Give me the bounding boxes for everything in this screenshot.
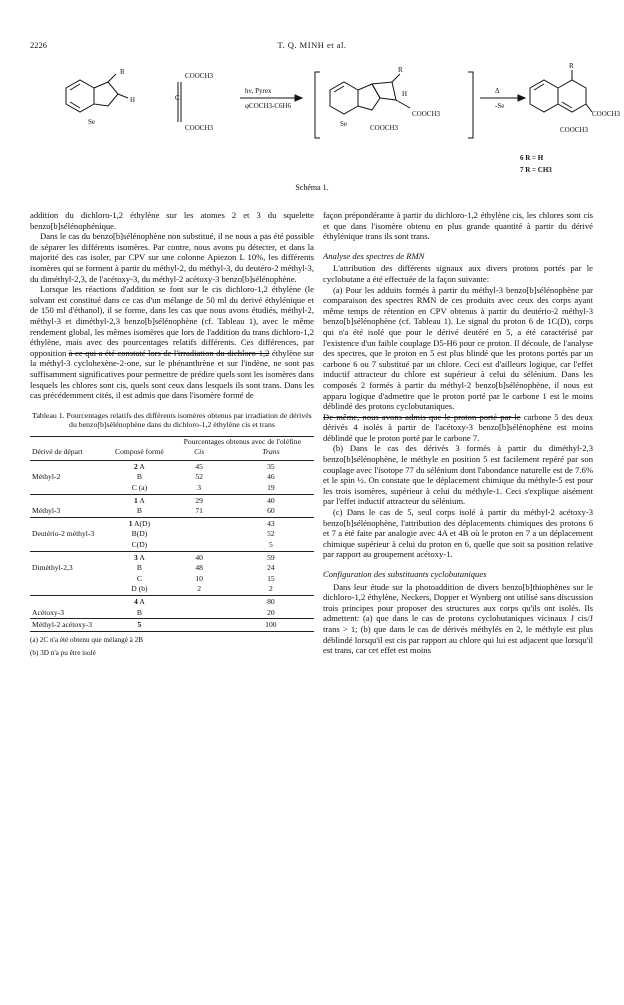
table-row: 1 A(D) 43 <box>30 517 314 529</box>
dmad-reagent <box>178 82 181 122</box>
table-row: C (a) 3 19 <box>131 483 275 493</box>
section-heading-rmn: Analyse des spectres de RMN <box>323 250 425 261</box>
right-para-6: (c) Dans le cas de 5, seul corps isolé à partir du méthyl-2 acétoxy-3 benzo[b]sélénophène, l'attribution des déplacements chimiques des protons 6 et 7 a été faite par analogie avec 4A et 4B où le proton en 7 a un déplacement chimique supérieur à celui du proton en 6, quelle que soit sa position relative par rapport au groupement acétoxy-1. <box>323 507 593 560</box>
table-row: 3 A 40 59 <box>30 551 314 563</box>
right-para-1: façon prépondérante à partir du dichloro-1,2 éthylène cis, les chlores sont cis et que dans l'isomère obtenu en plus grande quantité à partir du dérivé éthylénique trans ils sont trans. <box>323 210 593 242</box>
coo-naph-1: COOCH3 <box>592 110 621 118</box>
table-1 <box>30 436 314 632</box>
left-para-3: Lorsque les réactions d'addition se font sur le cis dichloro-1,2 éthylène (le solvant est constitué dans ce cas d'un mélange de 50 ml du derivé éthylénique et de 150 ml d'éthanol), il se forme, dans les cas que nous avons étudiés, méthyl-2, méthyl-3 et diméthyl-2,3 benzo[b]sélénophène (cf. Tableau 1), avec le même rendement global, les mêmes isomères que lors de l'addition du trans dichloro-1,2 éthylène, mais avec des pourcentages relatifs différents. Ces différences, par opposition à ce qui a été constaté lors de l'irradiation du dichloro-1,2 éthylène sur la méthyl-3 cyclohexène-2-one, sur le phénanthrène et sur l'indène, ne sont pas suffisamment significatives pour permettre de prédire quels sont les isomères dans lesquels les chlores sont cis, quels sont ceux dans lesquels ils sont trans. Dans les cas précédemment cités, il est admis que dans l'isomère formé de <box>30 284 315 401</box>
se-label-2: Se <box>340 120 347 128</box>
coo-top: COOCH3 <box>185 72 214 80</box>
legend-6: 6 R = H <box>520 154 544 162</box>
arrow2-sublabel: -Se <box>495 102 505 110</box>
table-row: Méthyl-3 B 71 60 <box>32 506 275 516</box>
table-row: C(D) 5 <box>131 540 273 550</box>
running-head: T. Q. MINH et al. <box>277 40 347 50</box>
right-para-4: De même, nous avons admis que le proton porté par le carbone 5 des deux dérivés 4 isolés à partir de l'acétoxy-3 benzo[b]sélénophène est moins déblindé que le proton porté par le carbone 7. <box>323 411 594 443</box>
h-label: H <box>130 96 136 104</box>
right-para-2: L'attribution des différents signaux aux divers protons portés par le cyclobutane a été effectuée de la façon suivante: <box>323 263 593 284</box>
arrow1-label: hν, Pyrex <box>245 87 272 95</box>
table-row: D (b) 2 2 <box>131 584 273 594</box>
col-cis: Cis <box>171 447 228 460</box>
left-para-2: Dans le cas du benzo[b]sélénophène non substitué, il ne nous a pas été possible de séparer les différents isomères. Par contre, nous avons pu détecter, et dans la majorité des cas isoler, par CPV sur une colonne Apiezon L 10%, les différents isomères qui se forment à partir du méthyl-2, du méthyl-3, du deutéro-2 méthyl-3, du diméthyl-2,3, de l'acétoxy-3, du méthyl-2 acétoxy-3 benzo[b]sélénophène. <box>30 231 314 284</box>
naphthalene-product <box>530 70 592 112</box>
right-para-7: Dans leur étude sur la photoaddition de divers benzo[b]thiophènes sur le dichloro-1,2 éthylène, Neckers, Dopper et Wynberg ont utilisé sans discussion trois principes pour proposer des structures aux corps qu'ils ont isolés. Ils admettent: (a) que dans le cas de protons cyclobutaniques vicinaux J cis/J trans > 1; (b) que dans le cas de dérivés méthylés en 2, le méthyle est plus déblindé lorsqu'il est cis par rapport au chlore qui lui est adjacent que lorsqu'il est trans, car cet effet est moins <box>323 581 593 656</box>
page-number: 2226 <box>30 40 47 50</box>
table-caption: Tableau 1. Pourcentages relatifs des différents isomères obtenus par irradiation de dérivés du benzo[b]sélénophène dans du dichloro-1,2 éthylène cis et trans <box>32 410 312 430</box>
c-label-1: C <box>175 94 180 102</box>
right-para-3: (a) Pour les adduits formés à partir du méthyl-3 benzo[b]sélénophène par comparaison des spectres RMN de ces produits avec ceux des corps ayant même temps de rétention en CPV obtenus à partir du deutério-2 méthyl-3 benzo[b]sélénophène (cf. Tableau 1). Le signal du proton 6 de 1C(D), corps qui n'a été isolé que pour le dérivé deutéré en 5, a été caractérisé par l'existence d'un faible couplage D5-H6 pour ce proton. Il découle, de l'analyse des spectres, que le proton en 5 est plus blindé que les protons portés par un carbone 6 ou 7 substitué par un chlore. Ceci est d'ailleurs logique, car l'effet inductif attracteur du chlore est supérieur à celui du sélénium. Dans les composés 2 formés à partir du méthyl-2 benzo[b]sélénophène, il nous est apparu logique d'admettre que le proton porté par le carbone 1 est le moins déblindé des protons cyclobutaniques. <box>323 284 593 412</box>
table-row: Méthyl-2 B 52 46 <box>32 472 275 482</box>
scheme-caption: Schéma 1. <box>295 183 329 192</box>
table-row: C 10 15 <box>136 573 275 583</box>
col-head-span: Pourcentages obtenus avec de l'oléfine <box>183 436 301 446</box>
r-label: R <box>120 68 125 76</box>
legend-7: 7 R = CH3 <box>520 166 552 174</box>
arrow2-label: Δ <box>495 87 500 95</box>
coo-naph-2: COOCH3 <box>560 126 589 134</box>
table-row: Méthyl-2 acétoxy-3 5 100 <box>30 619 314 632</box>
col-trans: Trans <box>228 447 314 460</box>
footnote-b: (b) 3D n'a pu être isolé <box>30 648 96 657</box>
table-row: Deutério-2 méthyl-3 B(D) 52 <box>32 529 275 539</box>
left-para-1: addition du dichloro-1,2 éthylène sur les atomes 2 et 3 du squelette benzo[b]sélénophénique. <box>30 210 314 231</box>
right-column <box>323 210 593 656</box>
table-row: Acétoxy-3 B 20 <box>32 607 275 617</box>
arrow1-sublabel: φCOCH3-C6H6 <box>245 102 292 110</box>
table-row: 4 A 80 <box>30 596 314 608</box>
cyclobutene-adduct <box>330 74 410 114</box>
table-row: 1 A 29 40 <box>30 494 314 506</box>
r-label-2: R <box>398 66 403 74</box>
coo-right: COOCH3 <box>412 110 441 118</box>
h-label-2: H <box>402 90 408 98</box>
r-label-3: R <box>569 62 574 70</box>
se-label: Se <box>88 118 95 126</box>
benzoselenophene-reactant <box>66 74 128 112</box>
section-heading-config: Configuration des substituants cyclobutaniques <box>323 569 487 579</box>
right-para-5: (b) Dans le cas des dérivés 3 formés à partir du diméthyl-2,3 benzo[b]sélénophène, le méthyle en position 5 est facilement repéré par son couplage avec l'isotope 77 du sélénium dont l'abondance naturelle est de 7.6% et le spin ½. On constate que le déplacement chimique du méthyle-5 est pour les trois isomères, supérieur à celui du méthyle-1. Ceci s'explique aisément par l'effet inductif attracteur du sélénium. <box>323 443 593 507</box>
col-compose: Composé formé <box>108 447 170 460</box>
left-column <box>30 210 314 658</box>
footnote-a: (a) 2C n'a été obtenu que mélangé à 2B <box>30 635 144 644</box>
coo-bottom: COOCH3 <box>370 124 399 132</box>
reaction-scheme <box>40 60 621 195</box>
coo-bot: COOCH3 <box>185 124 214 132</box>
table-row: Diméthyl-2,3 B 48 24 <box>32 563 275 573</box>
running-header <box>0 40 624 54</box>
col-depart: Dérivé de départ <box>30 447 108 460</box>
table-row: 2 A 45 35 <box>30 460 314 472</box>
